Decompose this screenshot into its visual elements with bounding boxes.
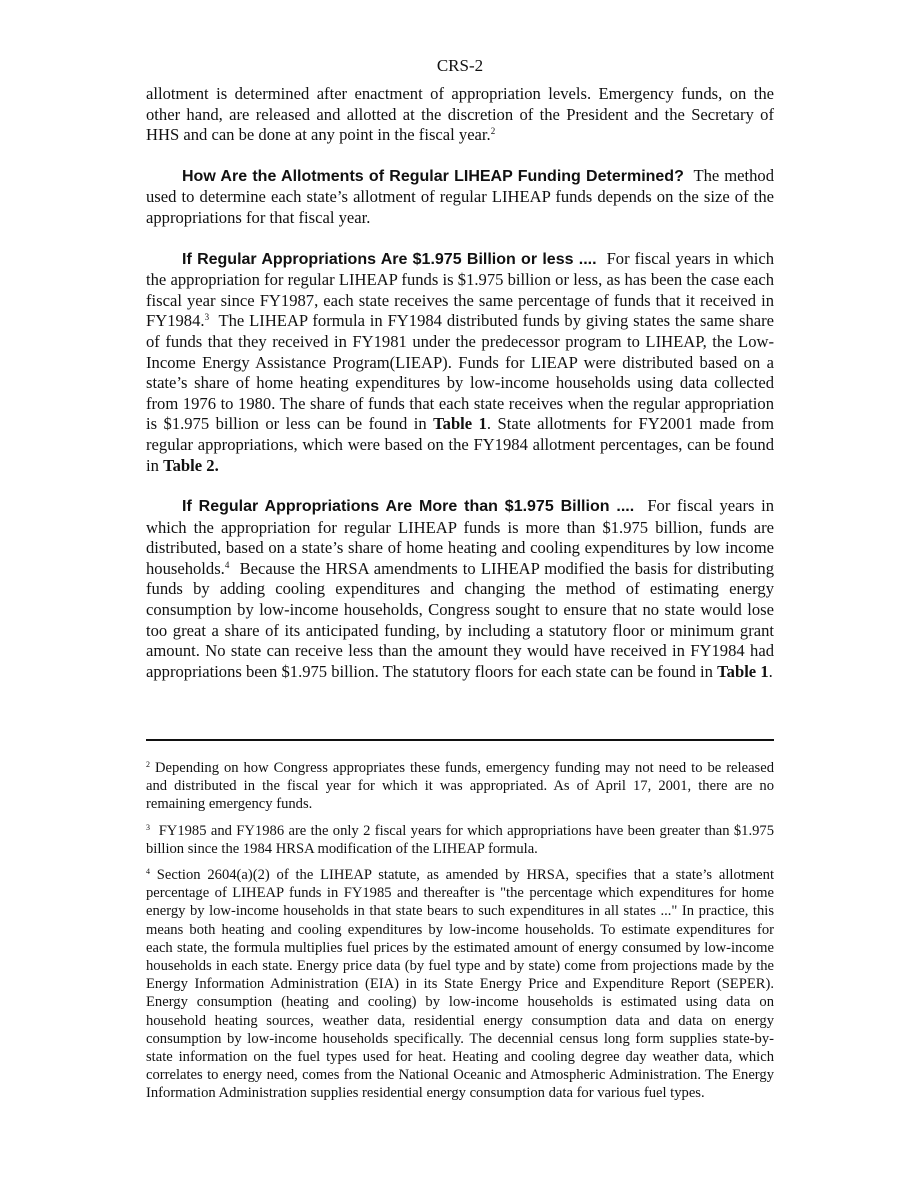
paragraph-text: Because the HRSA amendments to LIHEAP modified the basis for distributing funds by adding cooling expenditures and changing the method of estimating energy consumption by low-income households, Congress sought to ensure that no state would lose too great a share of its anticipated funding, by including a statutory floor or minimum grant amount. No state can receive less than the amount they would have received in FY1984 had appropriations been $1.975 billion. The statutory floors for each state can be found in	[146, 558, 775, 681]
paragraph-text: allotment is determined after enactment of appropriation levels. Emergency funds, on the other hand, are released and allotted at the discretion of the President and the Secretary of HHS and can be done at any point in the fiscal year.	[146, 84, 774, 145]
paragraph-text: . State allotments for FY2001 made from regular appropriations, which were based on the FY1984 allotment percentages, can be found in	[146, 414, 774, 475]
footnote-4	[146, 866, 774, 1103]
footnote-number: 2	[146, 760, 150, 769]
footnote-divider	[146, 739, 774, 741]
footnote-number: 3	[146, 822, 150, 832]
document-page	[146, 0, 775, 1102]
footnote-ref-2[interactable]: 2	[490, 126, 496, 137]
footnote-text: Section 2604(a)(2) of the LIHEAP statute, as amended by HRSA, specifies that a state’s allotment percentage of LIHEAP funds in FY1985 and thereafter is "the percentage which expenditures for home energy by low-income households in that state bears to such expenditures in all states ..." In practice, this means both heating and cooling expenditures by low-income households. To estimate expenditures for each state, the formula multiplies fuel prices by the estimated amount of energy consumed by low-income households in each state. Energy price data (by fuel type and by state) come from projections made by the Energy Information Administration (EIA) in its State Energy Price and Expenditure Report (SEPER). Energy consumption (heating and cooling) by low-income households is estimated using data on household heating sources, weather data, residential energy consumption data and data on energy consumption by low-income households specifically. The decennial census long form supplies state-by-state information on the fuel types used for heat. Heating and cooling degree day weather data, which correlates to energy need, comes from the National Oceanic and Atmospheric Administration. The Energy Information Administration supplies residential energy consumption data for various fuel types.	[146, 867, 775, 1102]
page-header: CRS-2	[436, 56, 484, 75]
table-1-reference: Table 1	[433, 414, 487, 434]
footnote-ref-3[interactable]: 3	[204, 312, 210, 323]
footnote-2	[146, 759, 774, 814]
sentence-end: .	[768, 661, 773, 681]
paragraph-text: The LIHEAP formula in FY1984 distributed funds by giving states the same share of funds that they received in FY1981 under the predecessor program to LIHEAP, the Low-Income Energy Assistance Program(LIEAP). Funds for LIEAP were distributed based on a state’s share of home heating expenditures by low-income households using data collected from 1976 to 1980. The share of funds that each state receives when the regular appropriation is $1.975 billion or less can be found in	[146, 311, 775, 434]
section-heading-allotments: How Are the Allotments of Regular LIHEAP Funding Determined?	[182, 167, 684, 185]
table-2-reference: Table 2.	[163, 455, 219, 475]
footnote-text: Depending on how Congress appropriates these funds, emergency funding may not need to be released and distributed in the fiscal year for which it was appropriated. As of April 17, 2001, there are no remaining emergency funds.	[146, 760, 775, 813]
paragraph-allotment-method	[146, 166, 774, 229]
paragraph-below-threshold	[146, 249, 774, 477]
paragraph-above-threshold	[146, 496, 774, 682]
paragraph-emergency-funds	[146, 84, 774, 146]
footnote-text: FY1985 and FY1986 are the only 2 fiscal years for which appropriations have been greater than $1.975 billion since the 1984 HRSA modification of the LIHEAP formula.	[146, 822, 774, 857]
table-1-reference: Table 1	[717, 661, 769, 681]
section-heading-below-threshold: If Regular Appropriations Are $1.975 Billion or less ....	[182, 250, 597, 268]
paragraph-text: For fiscal years in which the appropriation for regular LIHEAP funds is $1.975 billion or less, as has been the case each fiscal year since FY1987, each state receives the same percentage of funds that it received in FY1984.	[146, 248, 775, 331]
paragraph-text: For fiscal years in which the appropriation for regular LIHEAP funds is more than $1.975 billion, funds are distributed, based on a state’s share of home heating and cooling expenditures by low income households.	[146, 496, 774, 578]
footnote-3	[146, 822, 774, 858]
footnote-number: 4	[146, 867, 150, 877]
footnotes	[146, 759, 774, 1111]
paragraph-text: The method used to determine each state’s allotment of regular LIHEAP funds depends on the size of the appropriations for that fiscal year.	[146, 165, 774, 227]
footnote-ref-4[interactable]: 4	[224, 559, 230, 570]
section-heading-above-threshold: If Regular Appropriations Are More than $1.975 Billion ....	[182, 498, 635, 516]
